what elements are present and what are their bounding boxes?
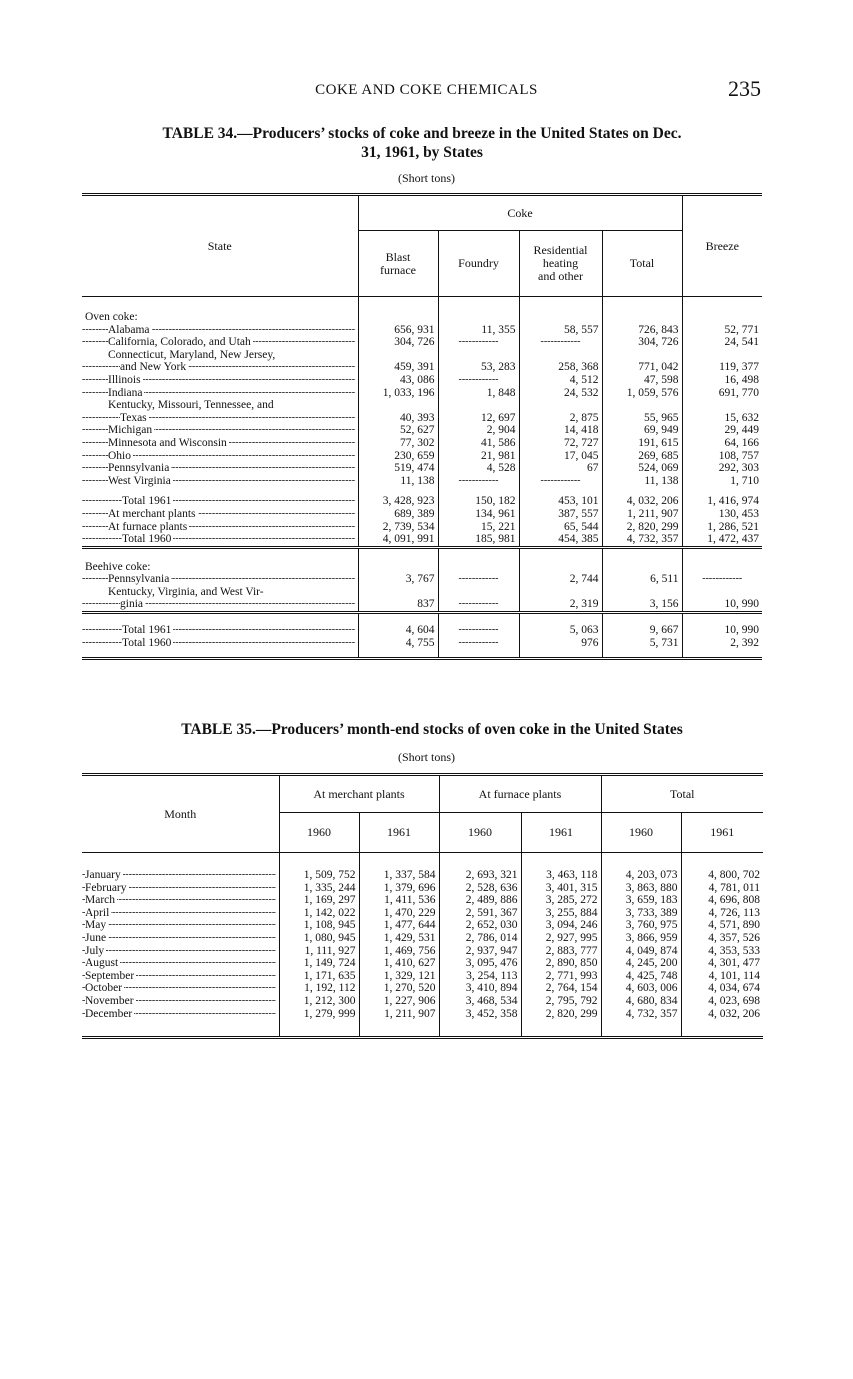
cell-f61: 2, 771, 993 <box>521 970 601 983</box>
cell-f61: 2, 820, 299 <box>521 1008 601 1021</box>
cell-t61: 4, 023, 698 <box>681 995 763 1008</box>
cell-f60: 3, 410, 894 <box>439 982 521 995</box>
cell-total: 191, 615 <box>602 437 682 450</box>
table-row <box>82 533 762 547</box>
cell-total: 771, 042 <box>602 361 682 374</box>
row-label: December ----- <box>82 1008 279 1021</box>
cell-blast: 11, 138 <box>358 475 438 488</box>
row-label: July ----- <box>82 945 279 958</box>
cell-res: 454, 385 <box>519 533 602 547</box>
cell-f60: 2, 786, 014 <box>439 932 521 945</box>
cell-blast: 837 <box>358 598 438 612</box>
table34 <box>82 193 762 660</box>
cell-f60: 2, 528, 636 <box>439 882 521 895</box>
table-row <box>82 882 763 895</box>
cell-total: 4, 732, 357 <box>602 533 682 547</box>
cell-breeze: 119, 377 <box>682 361 762 374</box>
cell-m60: 1, 279, 999 <box>279 1008 359 1021</box>
col-furnace-1961: 1961 <box>521 813 601 853</box>
cell-f60: 3, 095, 476 <box>439 957 521 970</box>
table-row <box>82 508 762 521</box>
cell-breeze: 108, 757 <box>682 450 762 463</box>
table-row <box>82 495 762 508</box>
row-label: March ----- <box>82 894 279 907</box>
cell-blast: 4, 091, 991 <box>358 533 438 547</box>
running-title: COKE AND COKE CHEMICALS <box>315 82 538 98</box>
cell-blast: 4, 604 <box>358 624 438 637</box>
cell-total: 304, 726 <box>602 336 682 349</box>
cell-blast: 519, 474 <box>358 462 438 475</box>
cell-m60: 1, 149, 724 <box>279 957 359 970</box>
cell-t61: 4, 696, 808 <box>681 894 763 907</box>
row-label: West Virginia ----- <box>82 475 358 488</box>
cell-res: 58, 557 <box>519 324 602 337</box>
cell-t61: 4, 032, 206 <box>681 1008 763 1021</box>
cell-blast: 3, 428, 923 <box>358 495 438 508</box>
row-label: Minnesota and Wisconsin ----- <box>82 437 358 450</box>
table-row <box>82 324 762 337</box>
cell-f60: 2, 591, 367 <box>439 907 521 920</box>
cell-res: 2, 744 <box>519 573 602 586</box>
row-label: Total 1961 ----- <box>82 495 358 508</box>
cell-breeze: 691, 770 <box>682 387 762 400</box>
col-breeze: Breeze <box>682 195 762 297</box>
cell-res: 2, 875 <box>519 412 602 425</box>
cell-total: 726, 843 <box>602 324 682 337</box>
row-label: April ----- <box>82 907 279 920</box>
cell-res: 258, 368 <box>519 361 602 374</box>
cell-foundry: ------------ <box>438 475 519 488</box>
cell-f60: 2, 937, 947 <box>439 945 521 958</box>
cell-foundry: ------------ <box>438 336 519 349</box>
row-label: Total 1960 ----- <box>82 533 358 547</box>
group-label: Oven coke: <box>85 311 138 323</box>
cell-m61: 1, 211, 907 <box>359 1008 439 1021</box>
table-row <box>82 437 762 450</box>
cell-m60: 1, 192, 112 <box>279 982 359 995</box>
table-row <box>82 573 762 586</box>
cell-total: 11, 138 <box>602 475 682 488</box>
cell-total: 9, 667 <box>602 624 682 637</box>
row-label: January ----- <box>82 869 279 882</box>
cell-blast: 230, 659 <box>358 450 438 463</box>
cell-total: 69, 949 <box>602 424 682 437</box>
cell-m61: 1, 411, 536 <box>359 894 439 907</box>
cell-blast: 304, 726 <box>358 336 438 349</box>
spacer-row <box>82 649 762 659</box>
cell-m60: 1, 169, 297 <box>279 894 359 907</box>
cell-blast: 459, 391 <box>358 361 438 374</box>
row-label: October ----- <box>82 982 279 995</box>
row-label: August ----- <box>82 957 279 970</box>
col-total: Total <box>601 775 763 813</box>
cell-t61: 4, 101, 114 <box>681 970 763 983</box>
cell-f60: 3, 452, 358 <box>439 1008 521 1021</box>
cell-blast: 656, 931 <box>358 324 438 337</box>
table-row <box>82 374 762 387</box>
cell-foundry: 21, 981 <box>438 450 519 463</box>
table35-unit: (Short tons) <box>398 750 455 764</box>
table35-caption: TABLE 35.—Producers’ month-end stocks of oven coke in the United States <box>181 721 683 738</box>
cell-res: 65, 544 <box>519 521 602 534</box>
cell-total: 1, 059, 576 <box>602 387 682 400</box>
cell-total: 269, 685 <box>602 450 682 463</box>
col-furnace-1960: 1960 <box>439 813 521 853</box>
cell-foundry: 150, 182 <box>438 495 519 508</box>
cell-res: 976 <box>519 637 602 650</box>
cell-total: 55, 965 <box>602 412 682 425</box>
cell-blast: 3, 767 <box>358 573 438 586</box>
row-label: Texas ----- <box>82 412 358 425</box>
cell-res: 4, 512 <box>519 374 602 387</box>
cell-breeze: 24, 541 <box>682 336 762 349</box>
cell-blast: 2, 739, 534 <box>358 521 438 534</box>
page-header <box>0 78 853 104</box>
cell-res: 14, 418 <box>519 424 602 437</box>
cell-t61: 4, 571, 890 <box>681 919 763 932</box>
table-row <box>82 349 762 362</box>
beehive-coke-group <box>82 561 762 574</box>
col-residential: Residential heating and other <box>519 231 602 297</box>
cell-res: 2, 319 <box>519 598 602 612</box>
cell-total: 47, 598 <box>602 374 682 387</box>
col-merchant-1961: 1961 <box>359 813 439 853</box>
cell-total: 1, 211, 907 <box>602 508 682 521</box>
table34-unit: (Short tons) <box>398 171 455 185</box>
cell-breeze: 15, 632 <box>682 412 762 425</box>
cell-m60: 1, 509, 752 <box>279 869 359 882</box>
col-month: Month <box>82 775 279 853</box>
cell-m60: 1, 171, 635 <box>279 970 359 983</box>
cell-m61: 1, 469, 756 <box>359 945 439 958</box>
row-label: June ----- <box>82 932 279 945</box>
table34-caption <box>82 124 762 162</box>
table-row <box>82 598 762 612</box>
row-label: At furnace plants ----- <box>82 521 358 534</box>
row-label: Pennsylvania ----- <box>82 573 358 586</box>
cell-breeze: 64, 166 <box>682 437 762 450</box>
cell-t60: 3, 863, 880 <box>601 882 681 895</box>
row-label: May ----- <box>82 919 279 932</box>
col-blast-furnace: Blast furnace <box>358 231 438 297</box>
cell-m60: 1, 212, 300 <box>279 995 359 1008</box>
group-label: Beehive coke: <box>85 560 151 573</box>
row-label: At merchant plants ----- <box>82 508 358 521</box>
cell-t61: 4, 726, 113 <box>681 907 763 920</box>
table-row <box>82 361 762 374</box>
cell-res: 5, 063 <box>519 624 602 637</box>
cell-blast: 43, 086 <box>358 374 438 387</box>
table-row <box>82 424 762 437</box>
cell-total: 4, 032, 206 <box>602 495 682 508</box>
row-label: ginia ----- <box>82 598 358 612</box>
col-coke: Coke <box>358 195 682 231</box>
row-label: February ----- <box>82 882 279 895</box>
cell-m61: 1, 379, 696 <box>359 882 439 895</box>
cell-foundry: 1, 848 <box>438 387 519 400</box>
cell-f61: 2, 927, 995 <box>521 932 601 945</box>
table-row <box>82 399 762 412</box>
cell-breeze: 1, 472, 437 <box>682 533 762 547</box>
cell-foundry: ------------ <box>438 624 519 637</box>
cell-m60: 1, 142, 022 <box>279 907 359 920</box>
cell-f61: 2, 883, 777 <box>521 945 601 958</box>
cell-blast: 40, 393 <box>358 412 438 425</box>
cell-m60: 1, 111, 927 <box>279 945 359 958</box>
cell-m61: 1, 337, 584 <box>359 869 439 882</box>
cell-total: 6, 511 <box>602 573 682 586</box>
table34-caption-line1: TABLE 34.—Producers’ stocks of coke and breeze in the United States on Dec. <box>162 125 682 142</box>
cell-f61: 2, 890, 850 <box>521 957 601 970</box>
cell-res: ------------ <box>519 336 602 349</box>
cell-t60: 3, 866, 959 <box>601 932 681 945</box>
row-label: Total 1961 ----- <box>82 624 358 637</box>
cell-t61: 4, 781, 011 <box>681 882 763 895</box>
cell-breeze: 1, 416, 974 <box>682 495 762 508</box>
cell-res: 72, 727 <box>519 437 602 450</box>
cell-m61: 1, 477, 644 <box>359 919 439 932</box>
cell-f61: 2, 795, 792 <box>521 995 601 1008</box>
cell-foundry: ------------ <box>438 573 519 586</box>
table-row <box>82 475 762 488</box>
spacer-row <box>82 613 762 625</box>
cell-breeze: 52, 771 <box>682 324 762 337</box>
table-row <box>82 995 763 1008</box>
cell-m60: 1, 335, 244 <box>279 882 359 895</box>
col-total-1961: 1961 <box>681 813 763 853</box>
row-label: Ohio ----- <box>82 450 358 463</box>
cell-res: 67 <box>519 462 602 475</box>
cell-f60: 3, 254, 113 <box>439 970 521 983</box>
cell-t60: 3, 733, 389 <box>601 907 681 920</box>
cell-t61: 4, 357, 526 <box>681 932 763 945</box>
table-row <box>82 1008 763 1021</box>
table-row <box>82 919 763 932</box>
cell-t61: 4, 353, 533 <box>681 945 763 958</box>
col-state: State <box>82 195 358 297</box>
cell-m61: 1, 410, 627 <box>359 957 439 970</box>
row-label: September ----- <box>82 970 279 983</box>
cell-t60: 4, 049, 874 <box>601 945 681 958</box>
cell-f61: 2, 764, 154 <box>521 982 601 995</box>
row-label: Michigan ----- <box>82 424 358 437</box>
cell-t61: 4, 034, 674 <box>681 982 763 995</box>
cell-f61: 3, 401, 315 <box>521 882 601 895</box>
cell-m61: 1, 429, 531 <box>359 932 439 945</box>
spacer-row <box>82 487 762 495</box>
cell-f60: 2, 489, 886 <box>439 894 521 907</box>
cell-t60: 4, 603, 006 <box>601 982 681 995</box>
row-label: Alabama ----- <box>82 324 358 337</box>
table34-caption-line2: 31, 1961, by States <box>361 144 483 161</box>
table-row <box>82 932 763 945</box>
table-row <box>82 982 763 995</box>
cell-t60: 4, 680, 834 <box>601 995 681 1008</box>
table-row <box>82 957 763 970</box>
row-label: Total 1960 ----- <box>82 637 358 650</box>
cell-res: ------------ <box>519 475 602 488</box>
spacer-row <box>82 297 762 312</box>
table-row <box>82 450 762 463</box>
table-row <box>82 907 763 920</box>
cell-t60: 3, 760, 975 <box>601 919 681 932</box>
cell-foundry: 185, 981 <box>438 533 519 547</box>
col-merchant-1960: 1960 <box>279 813 359 853</box>
cell-f61: 3, 094, 246 <box>521 919 601 932</box>
cell-t61: 4, 800, 702 <box>681 869 763 882</box>
cell-t60: 4, 732, 357 <box>601 1008 681 1021</box>
row-label: Kentucky, Missouri, Tennessee, and <box>108 399 274 412</box>
cell-res: 387, 557 <box>519 508 602 521</box>
cell-breeze: 2, 392 <box>682 637 762 650</box>
cell-f61: 3, 285, 272 <box>521 894 601 907</box>
cell-foundry: 15, 221 <box>438 521 519 534</box>
cell-breeze: 10, 990 <box>682 624 762 637</box>
cell-foundry: ------------ <box>438 374 519 387</box>
row-label: Illinois ----- <box>82 374 358 387</box>
table-row <box>82 462 762 475</box>
cell-t60: 4, 203, 073 <box>601 869 681 882</box>
cell-f60: 2, 693, 321 <box>439 869 521 882</box>
row-label: Connecticut, Maryland, New Jersey, <box>108 348 276 361</box>
cell-m61: 1, 470, 229 <box>359 907 439 920</box>
col-total: Total <box>602 231 682 297</box>
cell-t60: 4, 245, 200 <box>601 957 681 970</box>
cell-total: 2, 820, 299 <box>602 521 682 534</box>
table-row <box>82 521 762 534</box>
table-row <box>82 869 763 882</box>
cell-breeze: 1, 710 <box>682 475 762 488</box>
col-foundry: Foundry <box>438 231 519 297</box>
cell-breeze: 292, 303 <box>682 462 762 475</box>
cell-total: 524, 069 <box>602 462 682 475</box>
cell-foundry: ------------ <box>438 637 519 650</box>
cell-t61: 4, 301, 477 <box>681 957 763 970</box>
cell-f60: 2, 652, 030 <box>439 919 521 932</box>
col-merchant: At merchant plants <box>279 775 439 813</box>
cell-m61: 1, 270, 520 <box>359 982 439 995</box>
cell-res: 17, 045 <box>519 450 602 463</box>
cell-breeze: 1, 286, 521 <box>682 521 762 534</box>
row-label: November ----- <box>82 995 279 1008</box>
cell-res: 24, 532 <box>519 387 602 400</box>
cell-f61: 3, 463, 118 <box>521 869 601 882</box>
cell-m60: 1, 080, 945 <box>279 932 359 945</box>
table-row <box>82 336 762 349</box>
cell-breeze: 29, 449 <box>682 424 762 437</box>
cell-breeze: ------------ <box>682 573 762 586</box>
cell-m61: 1, 227, 906 <box>359 995 439 1008</box>
cell-m61: 1, 329, 121 <box>359 970 439 983</box>
table-row <box>82 945 763 958</box>
cell-f60: 3, 468, 534 <box>439 995 521 1008</box>
table-row <box>82 412 762 425</box>
table-row <box>82 894 763 907</box>
cell-f61: 3, 255, 884 <box>521 907 601 920</box>
cell-breeze: 10, 990 <box>682 598 762 612</box>
cell-foundry: 41, 586 <box>438 437 519 450</box>
table-row <box>82 637 762 650</box>
cell-foundry: 4, 528 <box>438 462 519 475</box>
cell-blast: 1, 033, 196 <box>358 387 438 400</box>
spacer-row <box>82 547 762 561</box>
table35 <box>82 773 763 1039</box>
oven-coke-group <box>82 311 762 324</box>
table-row <box>82 387 762 400</box>
cell-t60: 4, 425, 748 <box>601 970 681 983</box>
table-row <box>82 586 762 599</box>
cell-res: 453, 101 <box>519 495 602 508</box>
row-label: and New York ----- <box>82 361 358 374</box>
cell-t60: 3, 659, 183 <box>601 894 681 907</box>
cell-foundry: 11, 355 <box>438 324 519 337</box>
cell-foundry: 134, 961 <box>438 508 519 521</box>
cell-foundry: 12, 697 <box>438 412 519 425</box>
row-label: Kentucky, Virginia, and West Vir- <box>108 585 264 598</box>
table-row <box>82 624 762 637</box>
cell-foundry: ------------ <box>438 598 519 612</box>
table-row <box>82 970 763 983</box>
cell-blast: 4, 755 <box>358 637 438 650</box>
row-label: Pennsylvania ----- <box>82 462 358 475</box>
cell-total: 5, 731 <box>602 637 682 650</box>
cell-foundry: 53, 283 <box>438 361 519 374</box>
cell-m60: 1, 108, 945 <box>279 919 359 932</box>
row-label: California, Colorado, and Utah ----- <box>82 336 358 349</box>
cell-blast: 77, 302 <box>358 437 438 450</box>
cell-blast: 52, 627 <box>358 424 438 437</box>
cell-breeze: 130, 453 <box>682 508 762 521</box>
cell-blast: 689, 389 <box>358 508 438 521</box>
col-total-1960: 1960 <box>601 813 681 853</box>
page-number: 235 <box>728 76 761 101</box>
col-furnace: At furnace plants <box>439 775 601 813</box>
row-label: Indiana ----- <box>82 387 358 400</box>
cell-total: 3, 156 <box>602 598 682 612</box>
cell-breeze: 16, 498 <box>682 374 762 387</box>
cell-foundry: 2, 904 <box>438 424 519 437</box>
